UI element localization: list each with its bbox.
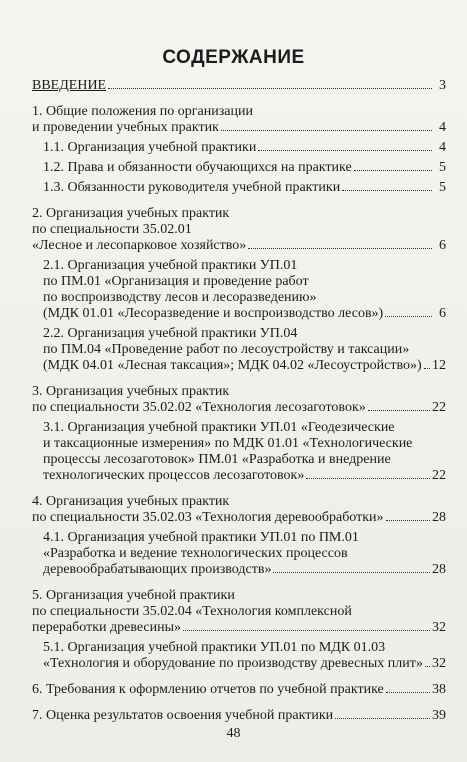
toc-entry [32, 206, 446, 254]
toc-entry-line: 2. Организация учебных практик [32, 206, 230, 221]
toc-entry-line: по специальности 35.02.04 «Технология комплексной [32, 604, 352, 619]
toc-entry-page: 22 [432, 400, 446, 415]
toc-entry-line: процессы лесозаготовок» ПМ.01 «Разработка и внедрение [43, 452, 391, 467]
toc-entry-line: 1.1. Организация учебной практики [43, 140, 257, 155]
toc-entry-last-line [43, 562, 446, 578]
page-number: 48 [226, 726, 241, 741]
toc-entry-line: «Разработка и ведение технологических процессов [43, 546, 348, 561]
toc-entry [32, 180, 446, 196]
toc-entry-last-line [43, 160, 446, 176]
toc-entry-line: 1.2. Права и обязанности обучающихся на практике [43, 160, 352, 175]
toc-entry-line: ВВЕДЕНИЕ [32, 78, 107, 93]
toc-entry [32, 104, 446, 136]
toc-entry-line: по воспроизводству лесов и лесоразведению» [43, 290, 317, 305]
toc-entry-line: (МДК 01.01 «Лесоразведение и воспроизводство лесов») [43, 306, 384, 321]
dot-leader [248, 238, 432, 249]
toc-entry-line: технологических процессов лесозаготовок» [43, 468, 305, 483]
table-of-contents [32, 78, 446, 728]
page-title: СОДЕРЖАНИЕ [162, 47, 305, 68]
toc-entry [32, 708, 446, 724]
toc-entry-line: «Технология и оборудование по производству древесных плит» [43, 656, 423, 671]
toc-entry-page: 38 [432, 682, 446, 697]
toc-entry-page: 28 [432, 510, 446, 525]
toc-entry-page: 12 [432, 358, 446, 373]
toc-entry-page: 6 [439, 306, 446, 321]
dot-leader [258, 140, 432, 151]
toc-entry-last-line [32, 120, 446, 136]
toc-entry [32, 160, 446, 176]
toc-entry-last-line [32, 620, 446, 636]
toc-entry-line: по специальности 35.02.02 «Технология лесозаготовок» [32, 400, 366, 415]
toc-entry-line: и проведении учебных практик [32, 120, 219, 135]
toc-entry-line: 3. Организация учебных практик [32, 384, 230, 399]
toc-entry-page: 39 [432, 708, 446, 723]
dot-leader [424, 358, 430, 369]
dot-leader [273, 562, 430, 573]
toc-entry-line: 7. Оценка результатов освоения учебной практики [32, 708, 334, 723]
toc-entry-last-line [32, 510, 446, 526]
dot-leader [335, 708, 430, 719]
toc-entry-line: по специальности 35.02.03 «Технология деревообработки» [32, 510, 384, 525]
dot-leader [385, 306, 432, 317]
toc-entry-page: 6 [439, 238, 446, 253]
toc-entry-page: 5 [439, 180, 446, 195]
toc-entry-line: 5.1. Организация учебной практики УП.01 по МДК 01.03 [43, 640, 386, 655]
toc-entry-line: 2.1. Организация учебной практики УП.01 [43, 258, 298, 273]
dot-leader [425, 656, 430, 667]
toc-entry [32, 258, 446, 322]
dot-leader [221, 120, 432, 131]
toc-entry [32, 78, 446, 94]
toc-entry-page: 22 [432, 468, 446, 483]
toc-entry-page: 4 [439, 120, 446, 135]
toc-entry [32, 530, 446, 578]
toc-entry-last-line [43, 468, 446, 484]
dot-leader [368, 400, 430, 411]
toc-entry-last-line [32, 238, 446, 254]
toc-entry-last-line [32, 708, 446, 724]
toc-entry-last-line [32, 400, 446, 416]
toc-entry [32, 384, 446, 416]
toc-entry [32, 140, 446, 156]
toc-entry-line: «Лесное и лесопарковое хозяйство» [32, 238, 247, 253]
toc-entry-line: 2.2. Организация учебной практики УП.04 [43, 326, 298, 341]
toc-entry [32, 326, 446, 374]
toc-entry-line: 1. Общие положения по организации [32, 104, 253, 119]
toc-entry-last-line [43, 306, 446, 322]
dot-leader [386, 510, 430, 521]
toc-entry-line: 4. Организация учебных практик [32, 494, 230, 509]
toc-entry-last-line [43, 140, 446, 156]
toc-entry-line: 1.3. Обязанности руководителя учебной практики [43, 180, 341, 195]
toc-entry-line: по ПМ.01 «Организация и проведение работ [43, 274, 309, 289]
toc-entry [32, 682, 446, 698]
toc-entry-page: 32 [432, 620, 446, 635]
toc-entry-page: 3 [439, 78, 446, 93]
toc-entry-last-line [43, 656, 446, 672]
toc-entry-page: 4 [439, 140, 446, 155]
toc-entry-line: 5. Организация учебной практики [32, 588, 235, 603]
toc-entry-line: 4.1. Организация учебной практики УП.01 по ПМ.01 [43, 530, 359, 545]
toc-entry-line: 6. Требования к оформлению отчетов по учебной практике [32, 682, 384, 697]
dot-leader [386, 682, 430, 693]
toc-entry-line: по ПМ.04 «Проведение работ по лесоустройству и таксации» [43, 342, 410, 357]
toc-entry-last-line [43, 180, 446, 196]
toc-entry-line: и таксационные измерения» по МДК 01.01 «Технологические [43, 436, 413, 451]
toc-entry-line: по специальности 35.02.01 [32, 222, 192, 237]
toc-entry-line: 3.1. Организация учебной практики УП.01 «Геодезические [43, 420, 395, 435]
toc-entry-line: деревообрабатывающих производств» [43, 562, 272, 577]
toc-entry-line: (МДК 04.01 «Лесная таксация»; МДК 04.02 «Лесоустройство») [43, 358, 422, 373]
toc-entry-last-line [32, 682, 446, 698]
toc-entry-last-line [43, 358, 446, 374]
toc-entry-last-line [32, 78, 446, 94]
dot-leader [108, 78, 432, 89]
dot-leader [342, 180, 432, 191]
toc-entry-line: переработки древесины» [32, 620, 182, 635]
toc-entry [32, 420, 446, 484]
dot-leader [306, 468, 430, 479]
toc-entry-page: 28 [432, 562, 446, 577]
dot-leader [183, 620, 430, 631]
dot-leader [354, 160, 432, 171]
toc-entry-page: 5 [439, 160, 446, 175]
toc-entry [32, 588, 446, 636]
toc-entry-page: 32 [432, 656, 446, 671]
toc-entry [32, 494, 446, 526]
toc-entry [32, 640, 446, 672]
